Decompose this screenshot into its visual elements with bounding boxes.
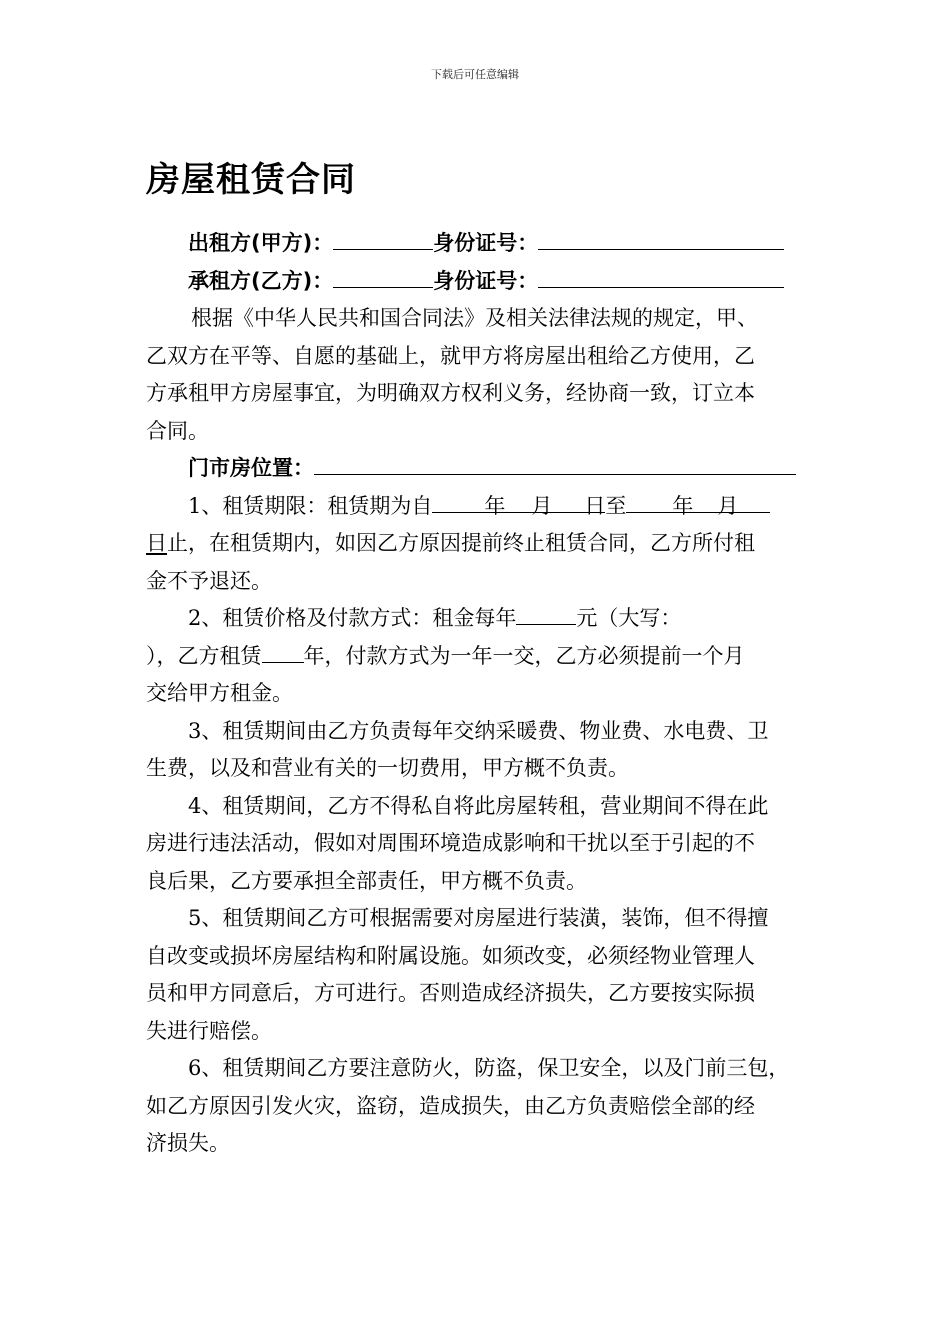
clause6-line-2: 如乙方原因引发火灾，盗窃，造成损失，由乙方负责赔偿全部的经: [146, 1093, 755, 1118]
end-year-label: 年: [672, 493, 694, 518]
lessor-id-blank[interactable]: [538, 225, 784, 250]
intro-line-2: 乙双方在平等、自愿的基础上，就甲方将房屋出租给乙方使用，乙: [146, 343, 755, 368]
location-blank[interactable]: [314, 450, 796, 475]
lessee-id-blank[interactable]: [538, 263, 784, 288]
document-title: 房屋租赁合同: [146, 160, 356, 200]
clause2-line-2b: 年，付款方式为一年一交，乙方必须提前一个月: [303, 643, 745, 668]
clause1-prefix: 1、租赁期限：租赁期为自: [188, 493, 433, 518]
clause2-line-2a: ），乙方租赁: [146, 643, 262, 668]
header-note: 下载后可任意编辑: [431, 68, 519, 81]
clause4-line-3: 良后果，乙方要承担全部责任，甲方概不负责。: [146, 868, 587, 893]
lessee-id-label: 身份证号：: [433, 268, 539, 293]
intro-line-1: 根据《中华人民共和国合同法》及相关法律法规的规定，甲、: [191, 306, 758, 330]
clause1-line-3: 金不予退还。: [146, 568, 272, 593]
lessor-label: 出租方(甲方)：: [188, 231, 334, 255]
end-day-label: 日: [146, 531, 167, 555]
intro-line-4: 合同。: [146, 418, 209, 443]
start-month-label: 月: [531, 493, 553, 518]
clause3-line-2: 生费，以及和营业有关的一切费用，甲方概不负责。: [146, 756, 629, 780]
clause2-prefix: 2、租赁价格及付款方式：租金每年: [188, 606, 517, 630]
clause6-line-1: 6、租赁期间乙方要注意防火，防盗，保卫安全，以及门前三包，: [188, 1056, 790, 1080]
lease-years-blank[interactable]: [262, 638, 304, 663]
contract-body: [146, 225, 798, 1163]
clause5-line-1: 5、租赁期间乙方可根据需要对房屋进行装潢，装饰，但不得擅: [188, 906, 769, 930]
lessee-line: [146, 263, 798, 301]
lessee-name-blank[interactable]: [333, 263, 433, 288]
clause1-line-2-text: 止，在租赁期内，如因乙方原因提前终止租赁合同，乙方所付租: [167, 531, 755, 555]
lessor-line: [146, 225, 798, 263]
clause1-line-1: [146, 488, 798, 526]
location-label: 门市房位置：: [188, 456, 314, 480]
clause3-line-1: 3、租赁期间由乙方负责每年交纳采暖费、物业费、水电费、卫: [188, 718, 769, 743]
clause1-to: 至: [605, 493, 627, 518]
location-line: [146, 450, 798, 488]
clause6-line-3: 济损失。: [146, 1131, 230, 1155]
clause5-line-4: 失进行赔偿。: [146, 1018, 272, 1043]
intro-line-3: 方承租甲方房屋事宜，为明确双方权利义务，经协商一致，订立本: [146, 381, 755, 405]
start-date-field[interactable]: [432, 488, 606, 518]
clause2-yuan: 元（大写：: [576, 606, 682, 630]
start-day-label: 日: [584, 493, 606, 518]
end-date-field[interactable]: [626, 488, 770, 518]
annual-rent-blank[interactable]: [516, 600, 576, 625]
clause2-line-2: [146, 638, 798, 676]
lessor-id-label: 身份证号：: [433, 231, 539, 255]
start-year-label: 年: [484, 493, 506, 518]
clause4-line-2: 房进行违法活动，假如对周围环境造成影响和干扰以至于引起的不: [146, 831, 755, 855]
lessor-name-blank[interactable]: [333, 225, 433, 250]
clause2-line-1: [146, 600, 798, 638]
lessee-label: 承租方(乙方)：: [188, 268, 334, 293]
end-month-label: 月: [717, 493, 739, 518]
clause2-line-3: 交给甲方租金。: [146, 681, 293, 705]
clause1-line-2: [146, 525, 798, 563]
clause4-line-1: 4、租赁期间，乙方不得私自将此房屋转租，营业期间不得在此: [188, 793, 769, 818]
clause5-line-2: 自改变或损坏房屋结构和附属设施。如须改变，必须经物业管理人: [146, 943, 755, 968]
clause5-line-3: 员和甲方同意后，方可进行。否则造成经济损失，乙方要按实际损: [146, 981, 755, 1005]
